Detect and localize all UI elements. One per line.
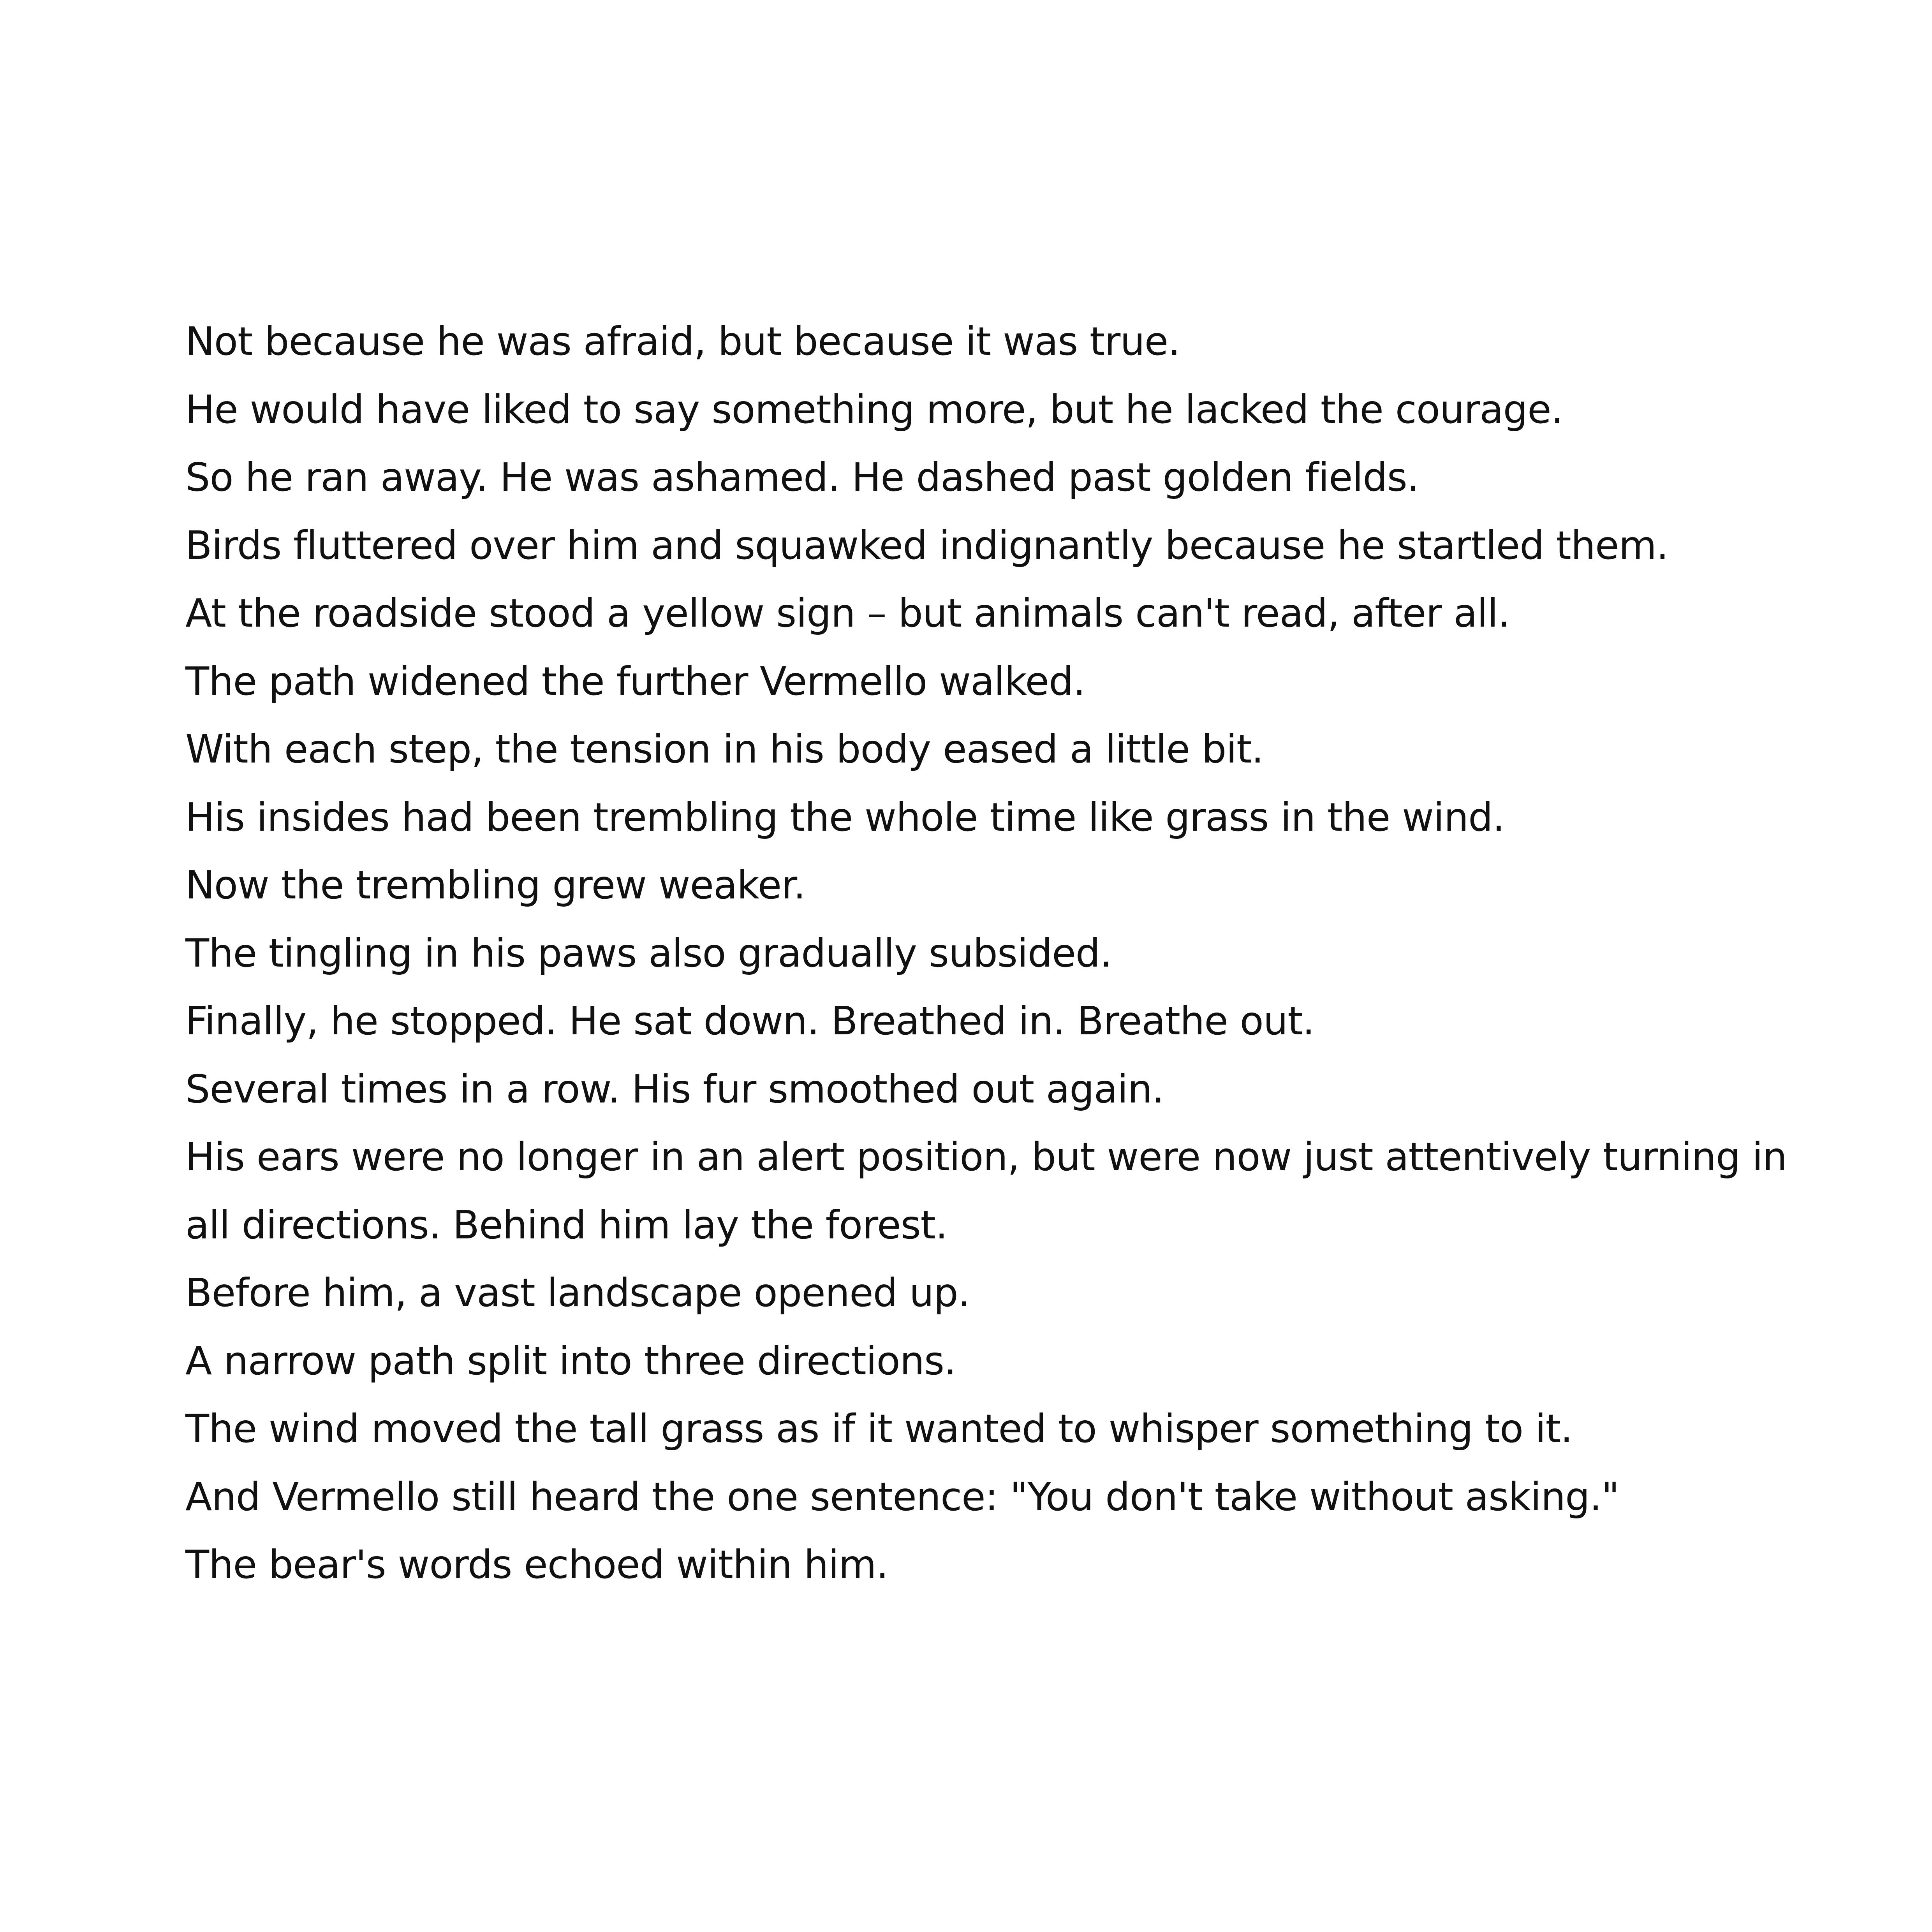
text-line: The path widened the further Vermello walked.: [185, 658, 1085, 704]
text-line: Several times in a row. His fur smoothed out again.: [185, 1066, 1164, 1112]
text-line: The wind moved the tall grass as if it wanted to whisper something to it.: [185, 1406, 1573, 1451]
text-line: So he ran away. He was ashamed. He dashed past golden fields.: [185, 454, 1419, 500]
text-line: Before him, a vast landscape opened up.: [185, 1270, 970, 1316]
text-line: The tingling in his paws also gradually subsided.: [185, 930, 1112, 976]
text-line: And Vermello still heard the one sentence: "You don't take without asking.": [185, 1474, 1619, 1520]
text-line: Not because he was afraid, but because it was true.: [185, 319, 1180, 364]
story-text-block: [185, 308, 1787, 1599]
text-line: At the roadside stood a yellow sign – but animals can't read, after all.: [185, 590, 1510, 636]
text-line: all directions. Behind him lay the forest.: [185, 1202, 948, 1248]
text-line: A narrow path split into three directions.: [185, 1338, 956, 1384]
text-line: Now the trembling grew weaker.: [185, 862, 805, 908]
text-line: His insides had been trembling the whole time like grass in the wind.: [185, 794, 1505, 840]
text-line: Finally, he stopped. He sat down. Breathed in. Breathe out.: [185, 998, 1315, 1044]
text-line: With each step, the tension in his body eased a little bit.: [185, 726, 1264, 772]
text-line: He would have liked to say something more, but he lacked the courage.: [185, 386, 1563, 432]
text-line: His ears were no longer in an alert position, but were now just attentively turning in: [185, 1134, 1787, 1180]
text-line: Birds fluttered over him and squawked indignantly because he startled them.: [185, 522, 1668, 568]
text-line: The bear's words echoed within him.: [185, 1542, 888, 1587]
